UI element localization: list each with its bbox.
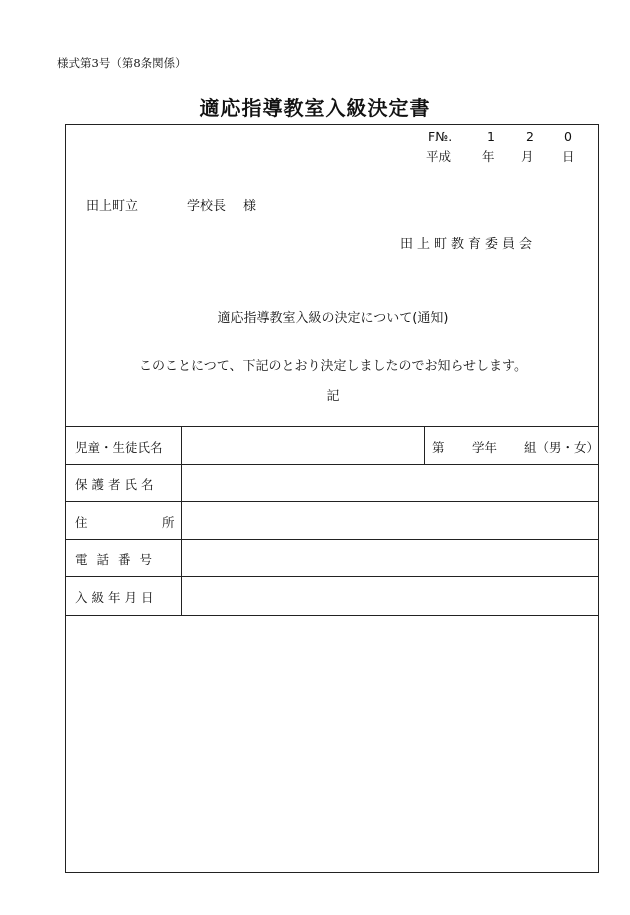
form-frame	[65, 124, 599, 873]
addressee-principal: 学校長	[187, 199, 227, 214]
doc-number-digit-3: 0	[564, 129, 572, 144]
sender-name: 田上町教育委員会	[400, 237, 537, 252]
document-title: 適応指導教室入級決定書	[199, 96, 431, 120]
doc-number-digit-2: 2	[526, 129, 534, 144]
grade-unit: 学年	[472, 440, 498, 455]
form-number-label: 様式第3号（第8条関係）	[57, 56, 187, 70]
entry-date-label: 入級年月日	[75, 590, 158, 605]
table-row-line	[66, 576, 598, 577]
doc-number-prefix: F№.	[428, 129, 453, 144]
notice-subject: 適応指導教室入級の決定について(通知)	[217, 311, 449, 326]
address-label-end: 所	[162, 515, 175, 530]
address-label-start: 住	[75, 515, 88, 530]
table-row-line	[66, 501, 598, 502]
table-bottom-line	[66, 615, 598, 616]
table-label-divider	[181, 426, 182, 615]
date-month-unit: 月	[521, 149, 534, 164]
notice-body: このことにつて、下記のとおり決定しましたのでお知らせします。	[138, 359, 528, 374]
table-row-line	[66, 464, 598, 465]
phone-number-label: 電話番号	[75, 552, 162, 567]
table-top-line	[66, 426, 598, 427]
guardian-name-label: 保護者氏名	[75, 477, 158, 492]
doc-number-digit-1: 1	[487, 129, 495, 144]
ki-marker: 記	[326, 389, 340, 404]
addressee-honorific: 様	[243, 199, 257, 214]
addressee-town: 田上町立	[86, 199, 139, 214]
date-era: 平成	[426, 149, 452, 164]
grade-prefix: 第	[432, 440, 445, 455]
date-year-unit: 年	[482, 149, 495, 164]
table-grade-divider	[424, 426, 425, 464]
class-gender: 組（男・女）	[524, 440, 600, 455]
date-day-unit: 日	[562, 149, 575, 164]
student-name-label: 児童・生徒氏名	[75, 440, 163, 455]
table-row-line	[66, 539, 598, 540]
